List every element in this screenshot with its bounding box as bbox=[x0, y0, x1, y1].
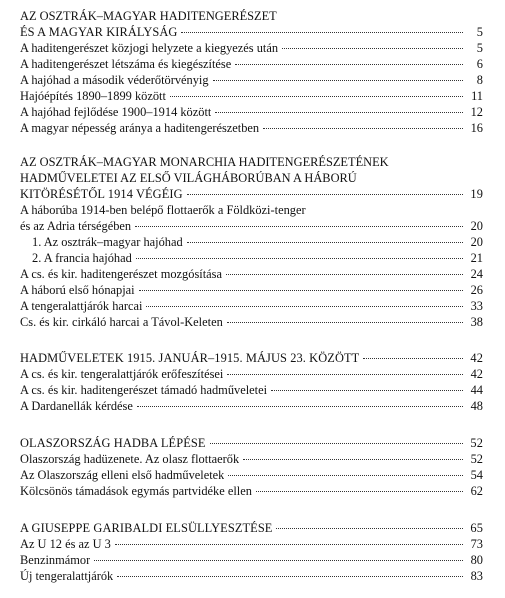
entry-text: A cs. és kir. tengeralattjárók erőfeszítései bbox=[20, 367, 224, 381]
dot-leader bbox=[215, 112, 463, 113]
toc-entry[interactable] bbox=[20, 88, 483, 104]
toc-section bbox=[20, 154, 483, 330]
entry-text: A háborúba 1914-ben belépő flottaerők a Földközi-tenger bbox=[20, 203, 306, 217]
toc-entry[interactable] bbox=[20, 382, 483, 398]
entry-text: és az Adria térségében bbox=[20, 219, 132, 233]
toc-entry[interactable] bbox=[20, 56, 483, 72]
toc-entry[interactable] bbox=[20, 568, 483, 584]
page-number: 54 bbox=[470, 468, 483, 482]
page-number: 12 bbox=[470, 105, 483, 119]
section-title-line: AZ OSZTRÁK–MAGYAR MONARCHIA HADITENGERÉSZETÉNEK bbox=[20, 155, 389, 169]
page-number: 21 bbox=[470, 251, 483, 265]
section-heading-text: OLASZORSZÁG HADBA LÉPÉSE bbox=[20, 436, 206, 450]
dot-leader bbox=[235, 64, 463, 65]
page-number: 20 bbox=[470, 219, 483, 233]
toc-entry[interactable] bbox=[20, 266, 483, 282]
page-number: 42 bbox=[470, 367, 483, 381]
dot-leader bbox=[271, 390, 463, 391]
dot-leader bbox=[181, 32, 463, 33]
dot-leader bbox=[363, 358, 463, 359]
toc-entry[interactable] bbox=[20, 282, 483, 298]
entry-text: A magyar népesség aránya a haditengerészetben bbox=[20, 121, 260, 135]
toc-entry[interactable] bbox=[20, 234, 483, 250]
dot-leader bbox=[136, 258, 463, 259]
page-number: 5 bbox=[476, 41, 483, 55]
dot-leader bbox=[243, 459, 463, 460]
dot-leader bbox=[210, 443, 463, 444]
toc-entry[interactable] bbox=[20, 398, 483, 414]
entry-text: 2. A francia hajóhad bbox=[32, 251, 132, 265]
page-number: 6 bbox=[476, 57, 483, 71]
entry-text: A hajóhad a második véderőtörvényig bbox=[20, 73, 209, 87]
entry-text: 1. Az osztrák–magyar hajóhad bbox=[32, 235, 183, 249]
toc-entry[interactable] bbox=[20, 314, 483, 330]
dot-leader bbox=[117, 576, 463, 577]
entry-text: Az Olaszország elleni első hadműveletek bbox=[20, 468, 225, 482]
dot-leader bbox=[227, 322, 463, 323]
dot-leader bbox=[187, 194, 463, 195]
dot-leader bbox=[94, 560, 463, 561]
toc-section bbox=[20, 350, 483, 414]
entry-text: A háború első hónapjai bbox=[20, 283, 135, 297]
dot-leader bbox=[187, 242, 463, 243]
entry-text: A cs. és kir. haditengerészet támadó hadműveletei bbox=[20, 383, 268, 397]
toc-entry[interactable] bbox=[20, 218, 483, 234]
toc-section bbox=[20, 520, 483, 584]
entry-text: Benzinmámor bbox=[20, 553, 91, 567]
section-title-line: AZ OSZTRÁK–MAGYAR HADITENGERÉSZET bbox=[20, 9, 277, 23]
dot-leader bbox=[227, 374, 463, 375]
page-number: 44 bbox=[470, 383, 483, 397]
dot-leader bbox=[115, 544, 463, 545]
page-number: 19 bbox=[470, 187, 483, 201]
entry-text: A haditengerészet közjogi helyzete a kiegyezés után bbox=[20, 41, 279, 55]
page-number: 65 bbox=[470, 521, 483, 535]
section-heading[interactable] bbox=[20, 186, 483, 202]
page-number: 33 bbox=[470, 299, 483, 313]
entry-text: Hajóépítés 1890–1899 között bbox=[20, 89, 166, 103]
page-number: 26 bbox=[470, 283, 483, 297]
section-heading-text: HADMŰVELETEK 1915. JANUÁR–1915. MÁJUS 23. KÖZÖTT bbox=[20, 351, 360, 365]
dot-leader bbox=[276, 528, 463, 529]
dot-leader bbox=[137, 406, 463, 407]
toc-entry[interactable] bbox=[20, 120, 483, 136]
entry-text: A Dardanellák kérdése bbox=[20, 399, 133, 413]
entry-text: A cs. és kir. haditengerészet mozgósítása bbox=[20, 267, 222, 281]
toc-entry[interactable] bbox=[20, 467, 483, 483]
dot-leader bbox=[226, 274, 463, 275]
toc-entry[interactable] bbox=[20, 250, 483, 266]
page-number: 48 bbox=[470, 399, 483, 413]
page-number: 62 bbox=[470, 484, 483, 498]
section-title-line: HADMŰVELETEI AZ ELSŐ VILÁGHÁBORÚBAN A HÁBORÚ bbox=[20, 171, 357, 185]
toc-entry[interactable] bbox=[20, 483, 483, 499]
section-heading[interactable] bbox=[20, 520, 483, 536]
entry-text: Az U 12 és az U 3 bbox=[20, 537, 111, 551]
page-number: 5 bbox=[476, 25, 483, 39]
dot-leader bbox=[213, 80, 463, 81]
dot-leader bbox=[146, 306, 463, 307]
toc-entry[interactable] bbox=[20, 298, 483, 314]
page-number: 20 bbox=[470, 235, 483, 249]
dot-leader bbox=[170, 96, 463, 97]
section-heading[interactable] bbox=[20, 24, 483, 40]
section-heading[interactable] bbox=[20, 350, 483, 366]
entry-text: Olaszország hadüzenete. Az olasz flottaerők bbox=[20, 452, 240, 466]
toc-entry[interactable] bbox=[20, 104, 483, 120]
section-heading-text: A GIUSEPPE GARIBALDI ELSÜLLYESZTÉSE bbox=[20, 521, 273, 535]
dot-leader bbox=[263, 128, 463, 129]
dot-leader bbox=[256, 491, 463, 492]
page-number: 16 bbox=[470, 121, 483, 135]
toc-section bbox=[20, 8, 483, 136]
page-number: 83 bbox=[470, 569, 483, 583]
page-number: 52 bbox=[470, 452, 483, 466]
toc-section bbox=[20, 435, 483, 499]
dot-leader bbox=[135, 226, 463, 227]
page-number: 80 bbox=[470, 553, 483, 567]
toc-entry[interactable] bbox=[20, 536, 483, 552]
page-number: 38 bbox=[470, 315, 483, 329]
page-number: 11 bbox=[471, 89, 483, 103]
section-heading-text: ÉS A MAGYAR KIRÁLYSÁG bbox=[20, 25, 178, 39]
dot-leader bbox=[282, 48, 463, 49]
page-number: 73 bbox=[470, 537, 483, 551]
section-heading-text: KITÖRÉSÉTŐL 1914 VÉGÉIG bbox=[20, 187, 183, 201]
section-heading[interactable] bbox=[20, 435, 483, 451]
toc-entry[interactable] bbox=[20, 552, 483, 568]
entry-text: A hajóhad fejlődése 1900–1914 között bbox=[20, 105, 212, 119]
page-number: 8 bbox=[476, 73, 483, 87]
toc-entry[interactable] bbox=[20, 202, 483, 218]
page-number: 42 bbox=[470, 351, 483, 365]
page-number: 24 bbox=[470, 267, 483, 281]
toc-entry[interactable] bbox=[20, 40, 483, 56]
toc-entry[interactable] bbox=[20, 366, 483, 382]
entry-text: A tengeralattjárók harcai bbox=[20, 299, 143, 313]
toc-entry[interactable] bbox=[20, 72, 483, 88]
dot-leader bbox=[139, 290, 463, 291]
entry-text: A haditengerészet létszáma és kiegészítése bbox=[20, 57, 232, 71]
page-number: 52 bbox=[470, 436, 483, 450]
toc-entry[interactable] bbox=[20, 451, 483, 467]
dot-leader bbox=[228, 475, 463, 476]
entry-text: Cs. és kir. cirkáló harcai a Távol-Keleten bbox=[20, 315, 223, 329]
entry-text: Kölcsönös támadások egymás partvidéke ellen bbox=[20, 484, 252, 498]
entry-text: Új tengeralattjárók bbox=[20, 569, 114, 583]
